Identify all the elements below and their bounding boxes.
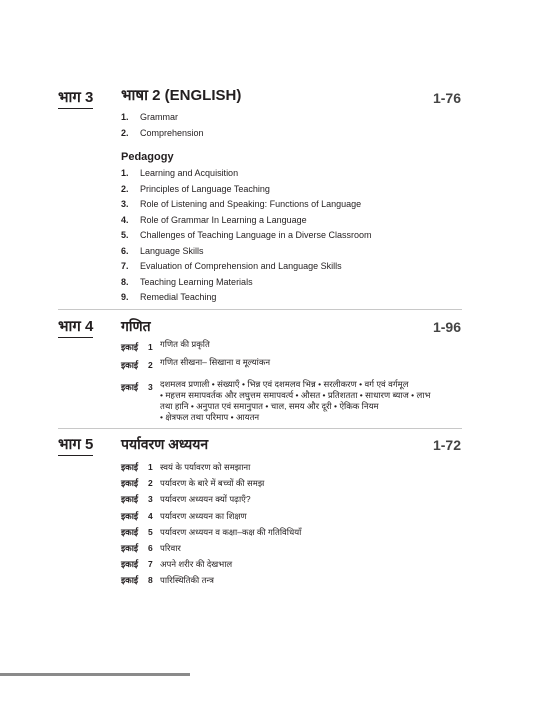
section-divider: [58, 309, 462, 310]
item-text: Principles of Language Teaching: [140, 183, 270, 194]
item-number: 2.: [121, 183, 129, 194]
item-text: Evaluation of Comprehension and Language Skills: [140, 261, 342, 271]
unit-item: [121, 556, 461, 572]
item-number: 6.: [121, 245, 129, 256]
part-3-topic-list: [121, 110, 204, 141]
list-item: [121, 244, 371, 260]
unit-label: इकाई: [121, 575, 139, 586]
unit-text: पर्यावरण अध्ययन व कक्षा–कक्ष की गतिविधियाँ: [160, 526, 302, 537]
unit-number: 2: [148, 360, 153, 371]
part-3-title: भाषा 2 (ENGLISH): [121, 87, 242, 104]
unit-label: इकाई: [121, 360, 139, 371]
pedagogy-heading: Pedagogy: [121, 151, 174, 163]
unit-number: 3: [148, 382, 153, 393]
unit-number: 1: [148, 462, 153, 472]
item-text: Role of Listening and Speaking: Functions of Language: [140, 199, 362, 209]
item-number: 1.: [121, 112, 129, 122]
item-text: Remedial Teaching: [140, 292, 217, 302]
unit-label: इकाई: [121, 543, 139, 554]
item-number: 4.: [121, 214, 129, 225]
unit-label: इकाई: [121, 478, 139, 489]
unit-text: अपने शरीर की देखभाल: [160, 559, 233, 570]
section-divider: [58, 428, 462, 429]
unit-label: इकाई: [121, 526, 139, 537]
unit-text-line: दशमलव प्रणाली • संख्याएँ • भिन्न एवं दशमलव भिन्न • सरलीकरण • वर्ग एवं वर्गमूल: [160, 379, 409, 390]
footer-rule: [0, 673, 190, 676]
part-5-title: पर्यावरण अध्ययन: [121, 436, 209, 452]
item-text: Challenges of Teaching Language in a Diverse Classroom: [140, 230, 372, 240]
unit-text: पारिस्थितिकी तन्त्र: [160, 575, 214, 586]
list-item: [121, 259, 371, 275]
part-4-label: भाग 4: [58, 319, 93, 338]
unit-text-line: • क्षेत्रफल तथा परिमाप • आयतन: [160, 412, 260, 423]
part-3-pages: 1-76: [432, 90, 461, 106]
list-item: [121, 182, 371, 198]
part-4-title: गणित: [121, 318, 151, 334]
unit-label: इकाई: [121, 342, 139, 352]
unit-item: [121, 524, 461, 540]
list-item: [121, 110, 204, 126]
unit-item: [121, 491, 461, 507]
unit-text: पर्यावरण अध्ययन का शिक्षण: [160, 510, 247, 521]
unit-number: 2: [148, 478, 153, 489]
unit-number: 5: [148, 526, 153, 537]
unit-label: इकाई: [121, 382, 139, 393]
unit-label: इकाई: [121, 462, 139, 472]
part-5-pages: 1-72: [432, 437, 461, 453]
item-number: 3.: [121, 199, 129, 209]
unit-label: इकाई: [121, 494, 139, 505]
list-item: [121, 228, 371, 244]
unit-number: 4: [148, 510, 153, 521]
list-item: [121, 290, 371, 306]
part-4-unit-list: [121, 339, 461, 423]
item-number: 9.: [121, 292, 129, 302]
unit-item: [121, 475, 461, 491]
unit-text: पर्यावरण अध्ययन क्यों पढ़ाएँ?: [160, 494, 251, 505]
list-item: [121, 166, 371, 182]
list-item: [121, 197, 371, 213]
unit-label: इकाई: [121, 559, 139, 570]
item-text: Teaching Learning Materials: [140, 276, 253, 287]
item-number: 7.: [121, 261, 129, 271]
unit-text: गणित सीखना– सिखाना व मूल्यांकन: [160, 357, 271, 368]
item-text: Language Skills: [140, 245, 204, 256]
part-3-label: भाग 3: [58, 90, 93, 109]
list-item: [121, 126, 204, 142]
pedagogy-list: [121, 166, 371, 306]
unit-item: [121, 508, 461, 524]
item-number: 5.: [121, 230, 129, 240]
part-4-pages: 1-96: [432, 319, 461, 335]
unit-item: [121, 540, 461, 556]
unit-item: [121, 459, 461, 475]
unit-label: इकाई: [121, 510, 139, 521]
item-number: 2.: [121, 127, 129, 138]
unit-text: परिवार: [160, 543, 181, 554]
unit-text-line: तथा हानि • अनुपात एवं समानुपात • चाल, समय और दूरी • ऐकिक नियम: [160, 401, 379, 412]
unit-item: [121, 379, 461, 423]
unit-number: 3: [148, 494, 153, 505]
unit-number: 6: [148, 543, 153, 554]
item-text: Role of Grammar In Learning a Language: [140, 214, 307, 225]
unit-text: स्वयं के पर्यावरण को समझाना: [160, 462, 251, 472]
item-number: 1.: [121, 168, 129, 178]
item-number: 8.: [121, 276, 129, 287]
part-5-label: भाग 5: [58, 437, 93, 456]
list-item: [121, 213, 371, 229]
unit-text-line: • महत्तम समापवर्तक और लघुत्तम समापवर्त्य • औसत • प्रतिशतता • साधारण ब्याज • लाभ: [160, 390, 431, 401]
item-text: Learning and Acquisition: [140, 168, 239, 178]
unit-text: पर्यावरण के बारे में बच्चों की समझ: [160, 478, 265, 489]
unit-text: गणित की प्रकृति: [160, 339, 210, 349]
unit-item: [121, 339, 461, 355]
unit-number: 7: [148, 559, 153, 570]
item-text: Grammar: [140, 112, 178, 122]
item-text: Comprehension: [140, 127, 204, 138]
list-item: [121, 275, 371, 291]
unit-number: 8: [148, 575, 153, 586]
unit-item: [121, 572, 461, 588]
unit-number: 1: [148, 342, 153, 352]
part-5-unit-list: [121, 459, 461, 589]
unit-item: [121, 357, 461, 373]
